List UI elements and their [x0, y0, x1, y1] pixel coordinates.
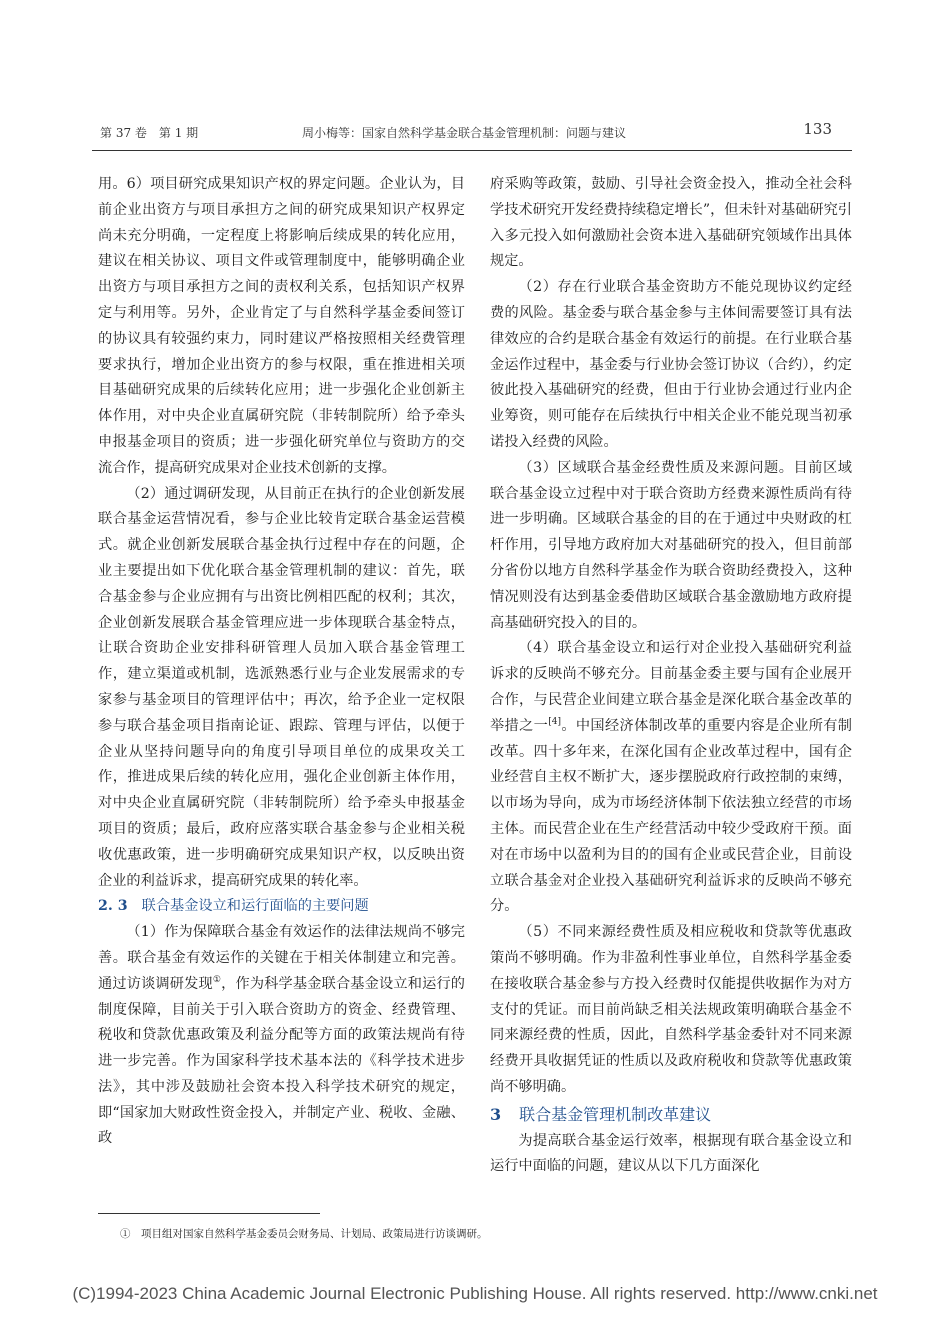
- subsection-number: 2. 3: [98, 898, 128, 915]
- paragraph: （2）存在行业联合基金资助方不能兑现协议约定经费的风险。基金委与联合基金参与主体间需要签订具有法律效应的合约是联合基金有效运行的前提。在行业联合基金运作过程中，基金委与行业协会签订协议（合约），约定彼此投入基础研究的经费，但由于行业协会通过行业内企业筹资，则可能存在后续执行中相关企业不能兑现当初承诺投入经费的风险。: [490, 279, 852, 450]
- paragraph: 府采购等政策，鼓励、引导社会资金投入，推动全社会科学技术研究开发经费持续稳定增长”，但未针对基础研究引入多元投入如何激励社会资本进入基础研究领域作出具体规定。: [490, 176, 852, 270]
- paragraph: （3）区域联合基金经费性质及来源问题。目前区域联合基金设立过程中对于联合资助方经费来源性质尚有待进一步明确。区域联合基金的目的在于通过中央财政的杠杆作用，引导地方政府加大对基础研究的投入，但目前部分省份以地方自然科学基金作为联合资助经费投入，这种情况则没有达到基金委借助区域联合基金激励地方政府提高基础研究投入的目的。: [490, 459, 852, 631]
- copyright-watermark: (C)1994-2023 China Academic Journal Electronic Publishing House. All rights reserved. http://www.cnki.net: [72, 1284, 878, 1303]
- paragraph: （2）通过调研发现，从目前正在执行的企业创新发展联合基金运营情况看，参与企业比较肯定联合基金运营模式。就企业创新发展联合基金执行过程中存在的问题，企业主要提出如下优化联合基金管理机制的建议：首先，联合基金参与企业应拥有与出资比例相匹配的权利；其次，企业创新发展联合基金管理应进一步体现联合基金特点，让联合资助企业安排科研管理人员加入联合基金管理工作，建立渠道或机制，选派熟悉行业与企业发展需求的专家参与基金项目的管理评估中；再次，给予企业一定权限参与联合基金项目指南论证、跟踪、管理与评估，以便于企业从坚持问题导向的角度引导项目单位的成果攻关工作，推进成果后续的转化应用，强化企业创新主体作用，对中央企业直属研究院（非转制院所）给予牵头申报基金项目的资质；最后，政府应落实联合基金参与企业相关税收优惠政策，进一步明确研究成果知识产权，以反映出资企业的利益诉求，提高研究成果的转化率。: [98, 485, 465, 889]
- page-number: 133: [803, 120, 832, 138]
- paragraph-text: ，作为科学基金联合基金设立和运行的制度保障，目前关于引入联合资助方的资金、经费管理、税收和贷款优惠政策及利益分配等方面的政策法规尚有待进一步完善。作为国家科学技术基本法的《科学技术进步法》，其中涉及鼓励社会资本投入科学技术研究的规定，即“国家加大财政性资金投入，并制定产业、税收、金融、政: [98, 975, 465, 1147]
- citation-marker[interactable]: [4]: [548, 716, 561, 727]
- running-header: [92, 120, 852, 151]
- paragraph: （5）不同来源经费性质及相应税收和贷款等优惠政策尚不够明确。作为非盈利性事业单位，自然科学基金委在接收联合基金参与方投入经费时仅能提供收据作为对方支付的凭证。而目前尚缺乏相关法规政策明确联合基金不同来源经费的性质，因此，自然科学基金委针对不同来源经费开具收据凭证的性质以及政府税收和贷款等优惠政策尚不够明确。: [490, 924, 852, 1095]
- footnote-divider: [98, 1213, 320, 1214]
- subsection-heading: [98, 894, 465, 920]
- footnote: ① 项目组对国家自然科学基金委员会财务局、计划局、政策局进行访谈调研。: [120, 1228, 488, 1240]
- footnote-marker[interactable]: ①: [212, 974, 222, 985]
- section-heading: [490, 1101, 852, 1129]
- running-title: 周小梅等：国家自然科学基金联合基金管理机制：问题与建议: [302, 126, 627, 140]
- journal-volume-issue: 第 37 卷 第 1 期: [100, 126, 199, 140]
- section-title: 联合基金管理机制改革建议: [519, 1104, 712, 1124]
- paragraph: 为提高联合基金运行效率，根据现有联合基金设立和运行中面临的问题，建议从以下几方面深化: [490, 1132, 852, 1175]
- right-column: [490, 172, 852, 1180]
- paragraph-text: 。中国经济体制改革的重要内容是企业所有制改革。四十多年来，在深化国有企业改革过程中，国有企业经营自主权不断扩大，逐步摆脱政府行政控制的束缚，以市场为导向，成为市场经济体制下依法独立经营的市场主体。而民营企业在生产经营活动中较少受政府干预。面对在市场中以盈利为目的的国有企业或民营企业，目前设立联合基金对企业投入基础研究利益诉求的反映尚不够充分。: [490, 717, 852, 915]
- section-number: 3: [490, 1104, 502, 1124]
- paragraph-text: （1）作为保障联合基金有效运作的法律法规尚不够完善。联合基金有效运作的关键在于相关体制建立和完善。通过访谈调研发现: [98, 924, 465, 992]
- paragraph-text: （4）联合基金设立和运行对企业投入基础研究利益诉求的反映尚不够充分。目前基金委主要与国有企业展开合作，与民营企业间建立联合基金是深化联合基金改革的举措之一: [490, 640, 852, 734]
- paragraph: [98, 920, 465, 1152]
- paragraph: 用。6）项目研究成果知识产权的界定问题。企业认为，目前企业出资方与项目承担方之间的研究成果知识产权界定尚未充分明确，一定程度上将影响后续成果的转化应用，建议在相关协议、项目文件或管理制度中，能够明确企业出资方与项目承担方之间的责权利关系，包括知识产权界定与利用等。另外，企业肯定了与自然科学基金委间签订的协议具有较强约束力，同时建议严格按照相关经费管理要求执行，增加企业出资方的参与权限，重在推进相关项目基础研究成果的后续转化应用；进一步强化企业创新主体作用，对中央企业直属研究院（非转制院所）给予牵头申报基金项目的资质；进一步强化研究单位与资助方的交流合作，提高研究成果对企业技术创新的支撑。: [98, 176, 465, 476]
- left-column: [98, 172, 465, 1152]
- subsection-title: 联合基金设立和运行面临的主要问题: [141, 898, 369, 915]
- paragraph: [490, 636, 852, 920]
